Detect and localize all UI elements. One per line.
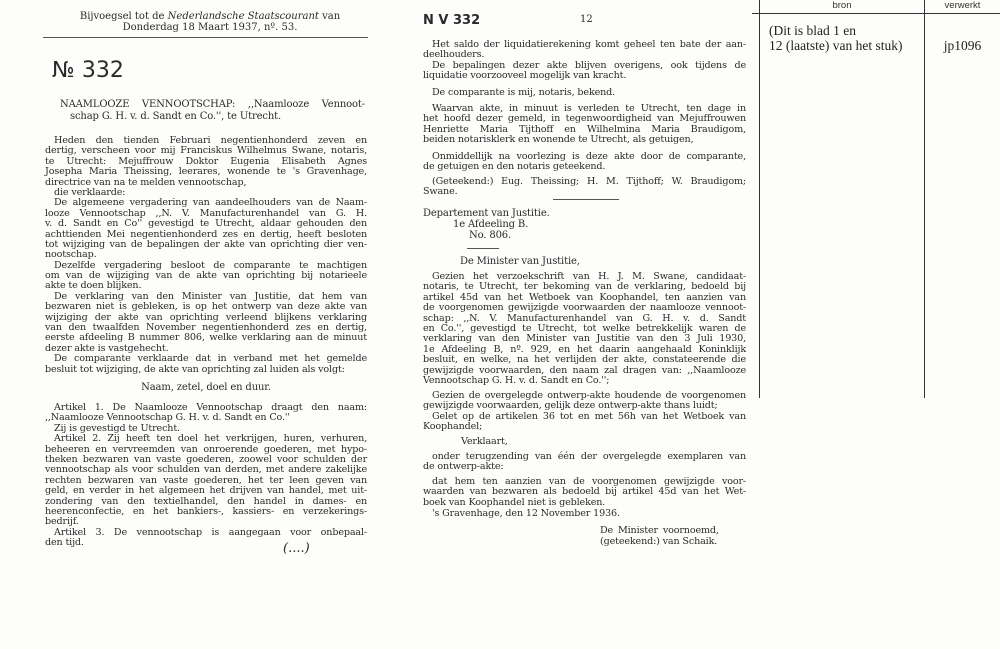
text-line: directrice van na te melden vennootschap, [45, 176, 247, 188]
text-line: bedrijf. [45, 516, 79, 528]
continuation-mark: (....) [283, 541, 310, 556]
table-column-divider [924, 0, 925, 398]
text-line: gewijzigde voorwaarden, gelijk deze ontwerp-akte thans luidt; [423, 400, 718, 412]
signature-line: (geteekend:) van Schaik. [600, 536, 718, 547]
minister-signature [600, 525, 719, 547]
paragraph [45, 198, 367, 260]
text-line: notaris, te Utrecht, ter bekoming van de verklaring, bedoeld bij [423, 281, 746, 293]
bron-line: 12 (laatste) van het stuk) [769, 38, 903, 53]
text-line: 1e Afdeeling B, nº. 929, en het daarin aangehaald Koninklijk [423, 343, 746, 355]
text-line: dat hem ten aanzien van de voorgenomen gewijzigde voor- [432, 476, 746, 488]
text-line: tot wijziging van de bepalingen der akte van oprichting dier ven- [45, 238, 367, 250]
section-heading: Naam, zetel, doel en duur. [141, 382, 271, 393]
text-line: besluit tot wijziging, de akte van oprichting zal luiden als volgt: [45, 363, 345, 375]
document-number: № 332 [52, 58, 124, 83]
bron-line: (Dit is blad 1 en [769, 23, 856, 38]
title-line: NAAMLOOZE VENNOOTSCHAP: ,,Naamlooze Vennoot- [60, 99, 365, 110]
text-line: beheeren en vervreemden van onroerende goederen, met hypo- [45, 443, 367, 455]
text-line: artikel 45d van het Wetboek van Koophandel, ten aanzien van [423, 291, 746, 303]
text-line: boek van Koophandel niet is gebleken. [423, 496, 606, 508]
text-line: Gelet op de artikelen 36 tot en met 56h van het Wetboek van [432, 410, 746, 422]
minister-heading: De Minister van Justitie, [460, 256, 580, 267]
deed-closing [423, 40, 746, 198]
department: Departement van Justitie. [423, 208, 550, 219]
text-line: Josepha Maria Theissing, leerares, wonende te 's Gravenhage, [45, 166, 367, 178]
newspaper-name: Nederlandsche Staatscourant [167, 11, 319, 22]
text-line: Artikel 2. Zij heeft ten doel het verkrijgen, huren, verhuren, [54, 433, 367, 445]
text-line: Zij is gevestigd te Utrecht. [54, 422, 180, 434]
table-border-left [759, 0, 760, 398]
text-line: Artikel 1. De Naamlooze Vennootschap draagt den naam: [54, 402, 367, 413]
text-line: Gezien de overgelegde ontwerp-akte houdende de voorgenomen [432, 389, 746, 401]
signature-line: De Minister voornoemd, [600, 525, 719, 536]
text-line: eerste afdeeling B nummer 806, welke verklaring aan de minuut [45, 332, 367, 344]
text-line: De verklaring van den Minister van Justitie, dat hem van [54, 290, 367, 302]
column-header-verwerkt: verwerkt [944, 0, 981, 11]
page-header-nv: N V 332 [423, 13, 481, 28]
text-line: geld, en verder in het algemeen het drijven van handel, met uit- [45, 485, 367, 497]
paragraph [45, 136, 367, 188]
text-line: vennootschap als voor schulden van derden, met andere zakelijke [45, 464, 367, 476]
text-line: theken bezwaren van vaste goederen, zoowel voor schulden der [45, 453, 367, 465]
paragraph [423, 391, 746, 412]
text-line: Swane. [423, 186, 458, 198]
paragraph [423, 104, 746, 146]
text-line: dertig, verscheen voor mij Franciskus Wilhelmus Swane, notaris, [45, 145, 367, 157]
text-line: Henriette Maria Tijthoff en Wilhelmina Maria Braudigom, [423, 123, 746, 135]
bron-cell [769, 23, 902, 53]
title-line: schap G. H. v. d. Sandt en Co.'', te Utrecht. [70, 111, 282, 122]
text-line: nootschap. [45, 249, 97, 261]
text-line: heerenconfectie, en het bankiers-, kassiers- en verzekerings- [45, 505, 367, 517]
text-line: rechten bezwaren van vaste goederen, het ter leen geven van [45, 474, 367, 486]
division: 1e Afdeeling B. [453, 219, 529, 230]
page-number: 12 [580, 14, 593, 25]
column-header-bron: bron [832, 0, 852, 11]
header-text: van [318, 11, 341, 22]
text-line: (Geteekend:) Eug. Theissing; H. M. Tijthoff; W. Braudigom; [432, 175, 746, 187]
company-title [60, 99, 365, 123]
department-block [423, 208, 550, 241]
text-line: van den twaalfden November negentienhonderd zes en dertig, [45, 322, 367, 334]
text-line: liquidatie voorzooveel mogelijk van kracht. [423, 70, 627, 82]
paragraph [45, 261, 367, 292]
declares: Verklaart, [461, 435, 508, 447]
text-line: achttienden Mei negentienhonderd zes en dertig, heeft besloten [45, 228, 367, 240]
signatures [423, 177, 746, 198]
text-line: De bepalingen dezer akte blijven overigens, ook tijdens de [432, 59, 746, 71]
section-rule [553, 199, 619, 200]
text-line: onder terugzending van één der overgelegde exemplaren van [432, 450, 746, 462]
paragraph [45, 292, 367, 354]
header-rule [43, 37, 368, 38]
text-line: De algemeene vergadering van aandeelhouders van de Naam- [54, 197, 367, 209]
articles [45, 403, 367, 548]
text-line: Gezien het verzoekschrift van H. J. M. Swane, candidaat- [432, 271, 746, 282]
reference-number: No. 806. [469, 230, 512, 241]
text-line: besluit, en welke, na het verlijden der akte, constateerende die [423, 354, 746, 366]
text-line: gewijzigde voorwaarden, den naam zal dragen van: ,,Naamlooze [423, 364, 746, 376]
article-3 [45, 528, 367, 549]
paragraph [423, 477, 746, 508]
text-line: De comparante is mij, notaris, bekend. [432, 86, 616, 98]
text-line: zondering van den textielhandel, den handel in dames- en [45, 495, 367, 507]
article-2 [45, 434, 367, 528]
text-line: die verklaarde: [54, 186, 126, 198]
header-text: Bijvoegsel tot de [79, 11, 168, 22]
text-line: looze Vennootschap ,,N. V. Manufacturenhandel van G. H. [45, 207, 367, 219]
deed-body [45, 136, 367, 375]
text-line: en Co.'', gevestigd te Utrecht, tot welke betrekkelijk waren de [423, 322, 746, 334]
paragraph [423, 272, 746, 386]
text-line: de ontwerp-akte: [423, 461, 504, 473]
header-date: Donderdag 18 Maart 1937, nº. 53. [122, 22, 298, 33]
text-line: waarden van bezwaren als bedoeld bij artikel 45d van het Wet- [423, 486, 746, 498]
text-line: akte te doen blijken. [45, 280, 142, 292]
paragraph [423, 88, 746, 98]
text-line: beiden notarisklerk en wonende te Utrecht, als getuigen, [423, 134, 694, 146]
ministerial-declaration [423, 272, 746, 508]
paragraph [45, 354, 367, 375]
text-line: dezer akte is vastgehecht. [45, 342, 169, 354]
article-1 [45, 403, 367, 424]
text-line: Heden den tienden Februari negentienhonderd zeven en [54, 135, 367, 146]
text-line: den tijd. [45, 537, 84, 549]
paragraph [423, 452, 746, 473]
text-line: Vennootschap G. H. v. d. Sandt en Co.''; [423, 374, 610, 386]
text-line: schap: ,,N. V. Manufacturenhandel van G. H. v. d. Sandt [423, 312, 746, 324]
text-line: Dezelfde vergadering besloot de comparante te machtigen [54, 259, 367, 271]
short-rule [467, 248, 499, 249]
text-line: Artikel 3. De vennootschap is aangegaan voor onbepaal- [54, 526, 367, 538]
gazette-header [55, 11, 365, 33]
text-line: verklaring van den Minister van Justitie van den 3 Juli 1930, [423, 333, 746, 345]
place-date: 's Gravenhage, den 12 November 1936. [432, 508, 620, 519]
text-line: Koophandel; [423, 420, 483, 432]
paragraph [423, 40, 746, 61]
text-line: Onmiddellijk na voorlezing is deze akte door de comparante, [432, 150, 746, 162]
text-line: v. d. Sandt en Co'' gevestigd te Utrecht, aldaar gehouden den [45, 218, 367, 230]
text-line: Het saldo der liquidatierekening komt geheel ten bate der aan- [432, 39, 746, 50]
text-line: wijziging der akte van oprichting verleend blijkens verklaring [45, 311, 367, 323]
text-line: deelhouders. [423, 49, 485, 61]
text-line: Waarvan akte, in minuut is verleden te Utrecht, ten dage in [432, 102, 746, 114]
text-line: De comparante verklaarde dat in verband met het gemelde [54, 353, 367, 365]
text-line: de voorgenomen gewijzigde voorwaarden der naamlooze vennoot- [423, 302, 746, 314]
text-line: te Utrecht: Mejuffrouw Doktor Eugenia Elisabeth Agnes [45, 155, 367, 167]
paragraph [423, 61, 746, 82]
paragraph [423, 412, 746, 433]
verwerkt-cell: jp1096 [943, 38, 982, 53]
text-line: bezwaren niet is gebleken, is op het ontwerp van deze akte van [45, 301, 367, 313]
text-line: de getuigen en den notaris geteekend. [423, 160, 606, 172]
text-line: het hoofd dezer gemeld, in tegenwoordigheid van Mejuffrouwen [423, 113, 746, 125]
table-header-rule [752, 13, 1000, 14]
text-line: ,,Naamlooze Vennootschap G. H. v. d. Sandt en Co.'' [45, 412, 290, 424]
text-line: om van de wijziging van de akte van oprichting bij notarieele [45, 270, 367, 282]
paragraph [423, 152, 746, 173]
